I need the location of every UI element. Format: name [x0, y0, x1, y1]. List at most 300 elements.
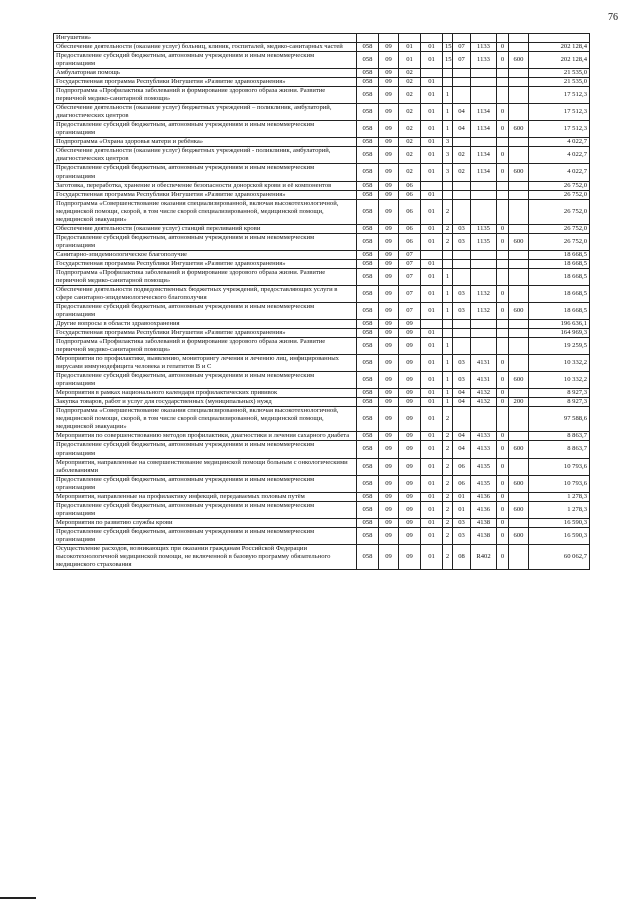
activity-code: 04	[453, 398, 471, 407]
direction-code	[471, 259, 497, 268]
expense-name: Предоставление субсидий бюджетным, автономным учреждениям и иным некоммерческим организациям	[54, 527, 357, 544]
section-code	[379, 34, 399, 43]
expense-name: Мероприятия по развитию службы крови	[54, 518, 357, 527]
program-code: 01	[421, 190, 443, 199]
ministry-code: 058	[357, 527, 379, 544]
subprogram-code: 2	[443, 224, 453, 233]
amount: 60 062,7	[529, 544, 590, 569]
digit-code: 0	[497, 43, 509, 52]
program-code: 01	[421, 372, 443, 389]
subprogram-code: 1	[443, 104, 453, 121]
program-code	[421, 69, 443, 78]
subprogram-code: 3	[443, 147, 453, 164]
subsection-code: 07	[399, 285, 421, 302]
program-code	[421, 250, 443, 259]
activity-code: 07	[453, 52, 471, 69]
ministry-code: 058	[357, 69, 379, 78]
section-code: 09	[379, 527, 399, 544]
digit-code	[497, 320, 509, 329]
expense-type-code: 600	[509, 527, 529, 544]
direction-code: 1135	[471, 233, 497, 250]
section-code: 09	[379, 407, 399, 432]
direction-code	[471, 268, 497, 285]
section-code: 09	[379, 441, 399, 458]
ministry-code: 058	[357, 285, 379, 302]
expense-name: Мероприятия в рамках национального календаря профилактических прививок	[54, 389, 357, 398]
section-code: 09	[379, 224, 399, 233]
ministry-code: 058	[357, 52, 379, 69]
direction-code: 1133	[471, 43, 497, 52]
digit-code: 0	[497, 518, 509, 527]
section-code: 09	[379, 372, 399, 389]
table-row	[54, 285, 590, 302]
subprogram-code: 15	[443, 52, 453, 69]
ministry-code: 058	[357, 475, 379, 492]
budget-table	[53, 33, 590, 570]
table-row	[54, 527, 590, 544]
digit-code: 0	[497, 121, 509, 138]
program-code	[421, 181, 443, 190]
digit-code: 0	[497, 302, 509, 319]
expense-name: Предоставление субсидий бюджетным, автономным учреждениям и иным некоммерческим организациям	[54, 475, 357, 492]
table-row	[54, 475, 590, 492]
ministry-code: 058	[357, 544, 379, 569]
subsection-code: 09	[399, 475, 421, 492]
table-row	[54, 69, 590, 78]
subprogram-code: 2	[443, 432, 453, 441]
activity-code: 02	[453, 164, 471, 181]
table-row	[54, 224, 590, 233]
program-code: 01	[421, 355, 443, 372]
program-code: 01	[421, 527, 443, 544]
expense-type-code	[509, 389, 529, 398]
direction-code	[471, 250, 497, 259]
activity-code	[453, 87, 471, 104]
activity-code	[453, 69, 471, 78]
subsection-code: 07	[399, 259, 421, 268]
digit-code	[497, 338, 509, 355]
program-code: 01	[421, 441, 443, 458]
expense-name: Подпрограмма «Профилактика заболеваний и формирование здорового образа жизни. Развитие первичной медико-санитарной помощи»	[54, 87, 357, 104]
table-row	[54, 302, 590, 319]
table-row	[54, 329, 590, 338]
expense-type-code	[509, 458, 529, 475]
expense-name: Закупка товаров, работ и услуг для государственных (муниципальных) нужд	[54, 398, 357, 407]
subsection-code: 01	[399, 43, 421, 52]
program-code: 01	[421, 458, 443, 475]
expense-name: Ингушетия»	[54, 34, 357, 43]
expense-type-code: 600	[509, 302, 529, 319]
direction-code: 4131	[471, 355, 497, 372]
direction-code: 1134	[471, 147, 497, 164]
table-row	[54, 43, 590, 52]
activity-code	[453, 338, 471, 355]
expense-name: Предоставление субсидий бюджетным, автономным учреждениям и иным некоммерческим организациям	[54, 441, 357, 458]
expense-type-code	[509, 138, 529, 147]
ministry-code: 058	[357, 164, 379, 181]
amount: 4 022,7	[529, 147, 590, 164]
program-code: 01	[421, 147, 443, 164]
subprogram-code: 2	[443, 199, 453, 224]
activity-code: 04	[453, 389, 471, 398]
expense-name: Подпрограмма «Совершенствование оказания специализированной, включая высокотехнологичной, медицинской помощи, скорой, в том числе скорой специализированной, медицинской помощи, медицинской эвакуации»	[54, 407, 357, 432]
amount: 10 793,6	[529, 475, 590, 492]
table-row	[54, 34, 590, 43]
digit-code	[497, 87, 509, 104]
subsection-code: 09	[399, 329, 421, 338]
activity-code: 01	[453, 501, 471, 518]
expense-name: Предоставление субсидий бюджетным, автономным учреждениям и иным некоммерческим организациям	[54, 302, 357, 319]
section-code: 09	[379, 492, 399, 501]
digit-code: 0	[497, 104, 509, 121]
program-code: 01	[421, 285, 443, 302]
page-edge-mark	[0, 897, 36, 899]
direction-code: 4136	[471, 501, 497, 518]
ministry-code: 058	[357, 407, 379, 432]
direction-code	[471, 190, 497, 199]
ministry-code: 058	[357, 458, 379, 475]
expense-name: Предоставление субсидий бюджетным, автономным учреждениям и иным некоммерческим организациям	[54, 372, 357, 389]
expense-type-code	[509, 34, 529, 43]
expense-name: Подпрограмма «Совершенствование оказания специализированной, включая высокотехнологичной, медицинской помощи, скорой, в том числе скорой специализированной, медицинской помощи, медицинской эвакуации»	[54, 199, 357, 224]
amount: 10 793,6	[529, 458, 590, 475]
program-code: 01	[421, 329, 443, 338]
ministry-code: 058	[357, 104, 379, 121]
expense-type-code	[509, 104, 529, 121]
section-code: 09	[379, 164, 399, 181]
ministry-code: 058	[357, 147, 379, 164]
table-row	[54, 518, 590, 527]
activity-code	[453, 138, 471, 147]
subprogram-code: 1	[443, 338, 453, 355]
subprogram-code: 1	[443, 398, 453, 407]
subprogram-code	[443, 34, 453, 43]
activity-code: 04	[453, 121, 471, 138]
expense-name: Обеспечение деятельности (оказание услуг) станций переливаний крови	[54, 224, 357, 233]
subprogram-code: 1	[443, 121, 453, 138]
amount: 26 752,0	[529, 224, 590, 233]
digit-code: 0	[497, 233, 509, 250]
table-row	[54, 407, 590, 432]
section-code: 09	[379, 518, 399, 527]
expense-name: Заготовка, переработка, хранение и обеспечение безопасности донорской крови и её компонентов	[54, 181, 357, 190]
activity-code: 08	[453, 544, 471, 569]
amount: 202 128,4	[529, 43, 590, 52]
subsection-code: 01	[399, 52, 421, 69]
ministry-code: 058	[357, 190, 379, 199]
activity-code: 01	[453, 492, 471, 501]
section-code: 09	[379, 432, 399, 441]
program-code: 01	[421, 87, 443, 104]
ministry-code: 058	[357, 199, 379, 224]
subprogram-code: 2	[443, 441, 453, 458]
program-code	[421, 34, 443, 43]
subsection-code: 09	[399, 492, 421, 501]
section-code: 09	[379, 121, 399, 138]
direction-code: 1132	[471, 285, 497, 302]
expense-name: Обеспечение деятельности (оказание услуг) больниц, клиник, госпиталей, медико-санитарных частей	[54, 43, 357, 52]
table-row	[54, 104, 590, 121]
expense-name: Обеспечение деятельности подведомственных бюджетных учреждений, предоставляющих услуги в сфере санитарно-эпидемиологического благополучия	[54, 285, 357, 302]
activity-code: 07	[453, 43, 471, 52]
section-code: 09	[379, 329, 399, 338]
section-code: 09	[379, 199, 399, 224]
section-code: 09	[379, 190, 399, 199]
expense-type-code: 600	[509, 233, 529, 250]
direction-code	[471, 181, 497, 190]
expense-name: Предоставление субсидий бюджетным, автономным учреждениям и иным некоммерческим организациям	[54, 233, 357, 250]
subsection-code: 06	[399, 233, 421, 250]
expense-name: Предоставление субсидий бюджетным, автономным учреждениям и иным некоммерческим организациям	[54, 52, 357, 69]
direction-code: 4132	[471, 398, 497, 407]
table-row	[54, 389, 590, 398]
activity-code: 02	[453, 147, 471, 164]
section-code: 09	[379, 233, 399, 250]
subprogram-code: 2	[443, 492, 453, 501]
direction-code: 4138	[471, 518, 497, 527]
expense-type-code	[509, 250, 529, 259]
amount: 97 588,6	[529, 407, 590, 432]
program-code: 01	[421, 544, 443, 569]
digit-code	[497, 34, 509, 43]
subsection-code: 09	[399, 544, 421, 569]
expense-name: Мероприятия, направленные на совершенствование медицинской помощи больным с онкологическими заболеваниями	[54, 458, 357, 475]
activity-code: 03	[453, 224, 471, 233]
subprogram-code	[443, 329, 453, 338]
expense-type-code	[509, 268, 529, 285]
ministry-code: 058	[357, 492, 379, 501]
table-row	[54, 338, 590, 355]
expense-name: Мероприятия по профилактике, выявлению, мониторингу лечения и лечению лиц, инфицированных вирусами иммунодефицита человека и гепатитов В и С	[54, 355, 357, 372]
subprogram-code: 1	[443, 389, 453, 398]
ministry-code: 058	[357, 259, 379, 268]
expense-type-code: 600	[509, 501, 529, 518]
digit-code: 0	[497, 389, 509, 398]
program-code: 01	[421, 78, 443, 87]
direction-code: 1134	[471, 104, 497, 121]
subprogram-code	[443, 190, 453, 199]
subprogram-code: 2	[443, 475, 453, 492]
program-code: 01	[421, 389, 443, 398]
activity-code: 03	[453, 233, 471, 250]
amount: 1 278,3	[529, 501, 590, 518]
program-code: 01	[421, 475, 443, 492]
subprogram-code: 3	[443, 138, 453, 147]
direction-code: 4135	[471, 458, 497, 475]
digit-code: 0	[497, 372, 509, 389]
program-code: 01	[421, 224, 443, 233]
section-code: 09	[379, 458, 399, 475]
expense-type-code	[509, 181, 529, 190]
expense-type-code	[509, 492, 529, 501]
direction-code	[471, 34, 497, 43]
program-code: 01	[421, 432, 443, 441]
digit-code: 0	[497, 147, 509, 164]
amount: 17 512,3	[529, 121, 590, 138]
section-code: 09	[379, 389, 399, 398]
amount: 19 259,5	[529, 338, 590, 355]
section-code: 09	[379, 398, 399, 407]
amount: 26 752,0	[529, 233, 590, 250]
table-row	[54, 441, 590, 458]
expense-name: Подпрограмма «Профилактика заболеваний и формирование здорового образа жизни. Развитие первичной медико-санитарной помощи»	[54, 268, 357, 285]
digit-code	[497, 138, 509, 147]
digit-code: 0	[497, 527, 509, 544]
expense-type-code	[509, 544, 529, 569]
expense-name: Предоставление субсидий бюджетным, автономным учреждениям и иным некоммерческим организациям	[54, 501, 357, 518]
direction-code: 1134	[471, 164, 497, 181]
direction-code: 4133	[471, 432, 497, 441]
digit-code	[497, 69, 509, 78]
expense-type-code	[509, 259, 529, 268]
digit-code	[497, 181, 509, 190]
subprogram-code: 1	[443, 87, 453, 104]
ministry-code: 058	[357, 268, 379, 285]
ministry-code: 058	[357, 224, 379, 233]
section-code: 09	[379, 302, 399, 319]
expense-type-code	[509, 87, 529, 104]
amount: 4 022,7	[529, 164, 590, 181]
subsection-code: 09	[399, 398, 421, 407]
digit-code: 0	[497, 432, 509, 441]
expense-type-code	[509, 199, 529, 224]
subsection-code: 09	[399, 441, 421, 458]
expense-name: Государственная программа Республики Ингушетия «Развитие здравоохранения»	[54, 78, 357, 87]
subprogram-code	[443, 250, 453, 259]
subsection-code: 07	[399, 268, 421, 285]
ministry-code: 058	[357, 441, 379, 458]
subprogram-code: 2	[443, 544, 453, 569]
digit-code: 0	[497, 285, 509, 302]
direction-code: 1133	[471, 52, 497, 69]
activity-code	[453, 407, 471, 432]
subsection-code: 09	[399, 338, 421, 355]
digit-code: 0	[497, 441, 509, 458]
activity-code	[453, 329, 471, 338]
subprogram-code: 1	[443, 285, 453, 302]
amount: 8 863,7	[529, 441, 590, 458]
table-row	[54, 199, 590, 224]
digit-code: 0	[497, 164, 509, 181]
section-code: 09	[379, 475, 399, 492]
expense-name: Государственная программа Республики Ингушетия «Развитие здравоохранения»	[54, 190, 357, 199]
program-code: 01	[421, 338, 443, 355]
digit-code: 0	[497, 355, 509, 372]
amount: 18 668,5	[529, 302, 590, 319]
ministry-code: 058	[357, 78, 379, 87]
digit-code	[497, 78, 509, 87]
subsection-code	[399, 34, 421, 43]
amount: 21 535,0	[529, 78, 590, 87]
activity-code	[453, 34, 471, 43]
expense-type-code: 600	[509, 164, 529, 181]
amount: 16 590,3	[529, 518, 590, 527]
amount: 18 668,5	[529, 250, 590, 259]
section-code: 09	[379, 338, 399, 355]
amount: 17 512,3	[529, 104, 590, 121]
ministry-code: 058	[357, 121, 379, 138]
direction-code	[471, 199, 497, 224]
subprogram-code	[443, 78, 453, 87]
activity-code	[453, 199, 471, 224]
digit-code	[497, 407, 509, 432]
section-code: 09	[379, 285, 399, 302]
expense-name: Амбулаторная помощь	[54, 69, 357, 78]
section-code: 09	[379, 501, 399, 518]
amount: 10 332,2	[529, 372, 590, 389]
subprogram-code: 2	[443, 407, 453, 432]
expense-type-code	[509, 43, 529, 52]
ministry-code: 058	[357, 181, 379, 190]
section-code: 09	[379, 69, 399, 78]
ministry-code: 058	[357, 501, 379, 518]
subsection-code: 02	[399, 121, 421, 138]
program-code: 01	[421, 407, 443, 432]
subprogram-code: 2	[443, 518, 453, 527]
subprogram-code	[443, 181, 453, 190]
digit-code: 0	[497, 492, 509, 501]
section-code: 09	[379, 104, 399, 121]
table-row	[54, 268, 590, 285]
subprogram-code: 2	[443, 501, 453, 518]
subsection-code: 06	[399, 224, 421, 233]
table-row	[54, 544, 590, 569]
ministry-code: 058	[357, 233, 379, 250]
section-code: 09	[379, 268, 399, 285]
expense-type-code: 600	[509, 475, 529, 492]
amount	[529, 34, 590, 43]
amount: 202 128,4	[529, 52, 590, 69]
subprogram-code: 1	[443, 268, 453, 285]
section-code: 09	[379, 87, 399, 104]
ministry-code: 058	[357, 518, 379, 527]
subsection-code: 02	[399, 138, 421, 147]
direction-code: 4131	[471, 372, 497, 389]
direction-code: 4132	[471, 389, 497, 398]
subprogram-code: 2	[443, 527, 453, 544]
table-row	[54, 372, 590, 389]
program-code: 01	[421, 398, 443, 407]
activity-code	[453, 181, 471, 190]
subsection-code: 06	[399, 181, 421, 190]
expense-name: Обеспечение деятельности (оказание услуг) бюджетных учреждений – поликлиник, амбулаторий, диагностических центров	[54, 104, 357, 121]
amount: 4 022,7	[529, 138, 590, 147]
ministry-code: 058	[357, 320, 379, 329]
program-code: 01	[421, 52, 443, 69]
direction-code	[471, 338, 497, 355]
table-row	[54, 78, 590, 87]
expense-type-code	[509, 329, 529, 338]
direction-code	[471, 78, 497, 87]
direction-code: 1132	[471, 302, 497, 319]
section-code: 09	[379, 138, 399, 147]
activity-code: 04	[453, 432, 471, 441]
program-code: 01	[421, 259, 443, 268]
activity-code: 06	[453, 475, 471, 492]
subsection-code: 06	[399, 190, 421, 199]
ministry-code: 058	[357, 43, 379, 52]
ministry-code: 058	[357, 355, 379, 372]
expense-name: Государственная программа Республики Ингушетия «Развитие здравоохранения»	[54, 329, 357, 338]
activity-code: 06	[453, 458, 471, 475]
ministry-code: 058	[357, 329, 379, 338]
amount: 16 590,3	[529, 527, 590, 544]
expense-name: Подпрограмма «Охрана здоровья матери и ребёнка»	[54, 138, 357, 147]
program-code: 01	[421, 501, 443, 518]
subsection-code: 02	[399, 87, 421, 104]
subprogram-code: 3	[443, 164, 453, 181]
subsection-code: 02	[399, 147, 421, 164]
